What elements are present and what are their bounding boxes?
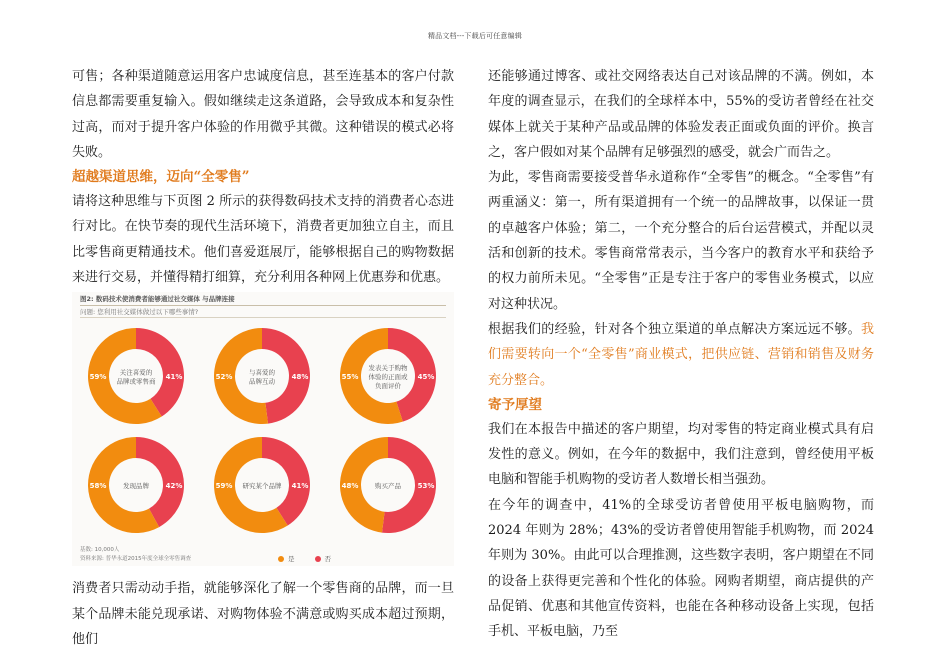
legend-yes-label: 是 [288,555,295,564]
donut-chart [88,437,184,533]
donut-grid [72,292,454,566]
paragraph: 可售；各种渠道随意运用客户忠诚度信息，甚至连基本的客户付款信息都需要重复输入。假如继续走这条道路，会导致成本和复杂性过高，而对于提升客户体验的作用微乎其微。这种错误的模式必将失败。 [72,69,454,160]
donut-yes-label: 59% [215,482,233,491]
donut-chart [214,328,310,424]
page-header: 精品文档---下载后可任意编辑 [427,32,523,40]
section-heading: 超越渠道思维，迈向“全零售” [72,169,250,186]
legend-no [315,554,332,563]
donut-center-label: 与喜爱的 [249,368,275,377]
legend-yes [278,554,295,563]
paragraph: 为此，零售商需要接受普华永道称作“全零售”的概念。“全零售”有两重涵义：第一，所有渠道拥有一个统一的品牌故事，以保证一贯的卓越客户体验；第二，一个充分整合的后台运营模式，并配以灵活和创新的技术。零售商常常表示，当今客户的教育水平和获给予的权力前所未见。“全零售”正是专注于客户的零售业务模式，以应对这种状况。 [488,170,874,312]
figure-subtitle: 问题: 您利用社交媒体做过以下哪些事情? [80,308,199,317]
donut-center-label: 关注喜爱的 [119,368,153,377]
paragraph: 请将这种思维与下页图 2 所示的获得数码技术支持的消费者心态进行对比。在快节奏的现代生活环境下，消费者更加独立自主，而且比零售商更精通技术。他们喜爱逛展厅，能够根据自己的购物数据来进行交易，并懂得精打细算，充分利用各种网上优惠券和优惠。 [72,194,454,286]
donut-no-label: 45% [417,373,435,382]
highlighted-text: 我们需要转向一个“全零售”商业模式，把供应链、营销和销售及财务充分整合。 [488,321,874,388]
figure-title: 图2: 数码技术使消费者能够通过社交媒体 与品牌连接 [80,295,235,304]
donut-no-label: 53% [417,482,435,491]
paragraph [488,317,874,393]
donut-chart [340,328,436,424]
section-heading: 寄予厚望 [488,396,542,413]
paragraph-text: 根据我们的经验，针对各个独立渠道的单点解决方案远远不够。 [488,321,861,337]
donut-no-label: 41% [165,373,183,382]
paragraph: 我们在本报告中描述的客户期望，均对零售的特定商业模式具有启发性的意义。例如，在今年的数据中，我们注意到，曾经使用平板电脑和智能手机购物的受访者人数增长相当强劲。 [488,421,874,488]
paragraph: 在今年的调查中，41%的全球受访者曾使用平板电脑购物，而 2024 年则为 28%；43%的受访者曾使用智能手机购物，而 2024 年则为 30%。由此可以合理推测，这些数字表明，客户期望在不同的设备上获得更完善和个性化的体验。网购者期望，商店提供的产品促销、优惠和其他宣传资料，也能在各种移动设备上实现，包括手机、平板电脑，乃至 [488,497,874,640]
donut-no-label: 42% [165,482,183,491]
donut-center-label: 研究某个品牌 [242,482,282,491]
donut-center-label: 发现品牌 [123,482,149,491]
donut-center-label: 品牌互动 [249,377,275,386]
base-note: 基数: 10,000人 [80,547,120,554]
donut-center-label: 品牌或零售商 [116,377,156,386]
donut-center-label: 发表关于购物 [368,364,408,373]
legend-no-label: 否 [324,555,331,564]
donut-no-label: 41% [291,482,309,491]
donut-yes-label: 59% [89,373,107,382]
figure-donut-charts [72,292,454,566]
legend-yes-swatch [278,556,284,562]
donut-chart [88,328,184,424]
donut-no-label: 48% [291,373,309,382]
donut-center-label: 负面评价 [375,382,401,391]
donut-yes-label: 48% [341,482,359,491]
donut-yes-label: 52% [215,373,233,382]
donut-chart [214,437,310,533]
donut-center-label: 购买产品 [375,482,401,491]
right-column [488,64,874,645]
legend-no-swatch [315,556,321,562]
paragraph: 消费者只需动动手指，就能够深化了解一个零售商的品牌，而一旦某个品牌未能兑现承诺、对购物体验不满意或购买成本超过预期，他们 [72,581,454,647]
left-column [72,64,454,652]
source-note: 资料来源: 普华永道2015年度全球全零售调查 [80,556,192,563]
donut-center-label: 体验的正面或 [368,373,408,382]
donut-yes-label: 58% [89,482,107,491]
paragraph: 还能够通过博客、或社交网络表达自己对该品牌的不满。例如，本年度的调查显示，在我们的全球样本中，55%的受访者曾经在社交媒体上就关于某种产品或品牌的体验发表正面或负面的评价。换言之，客户假如对某个品牌有足够强烈的感受，就会广而告之。 [488,69,874,160]
donut-yes-label: 55% [341,373,359,382]
legend [278,554,331,563]
donut-chart [340,437,436,533]
